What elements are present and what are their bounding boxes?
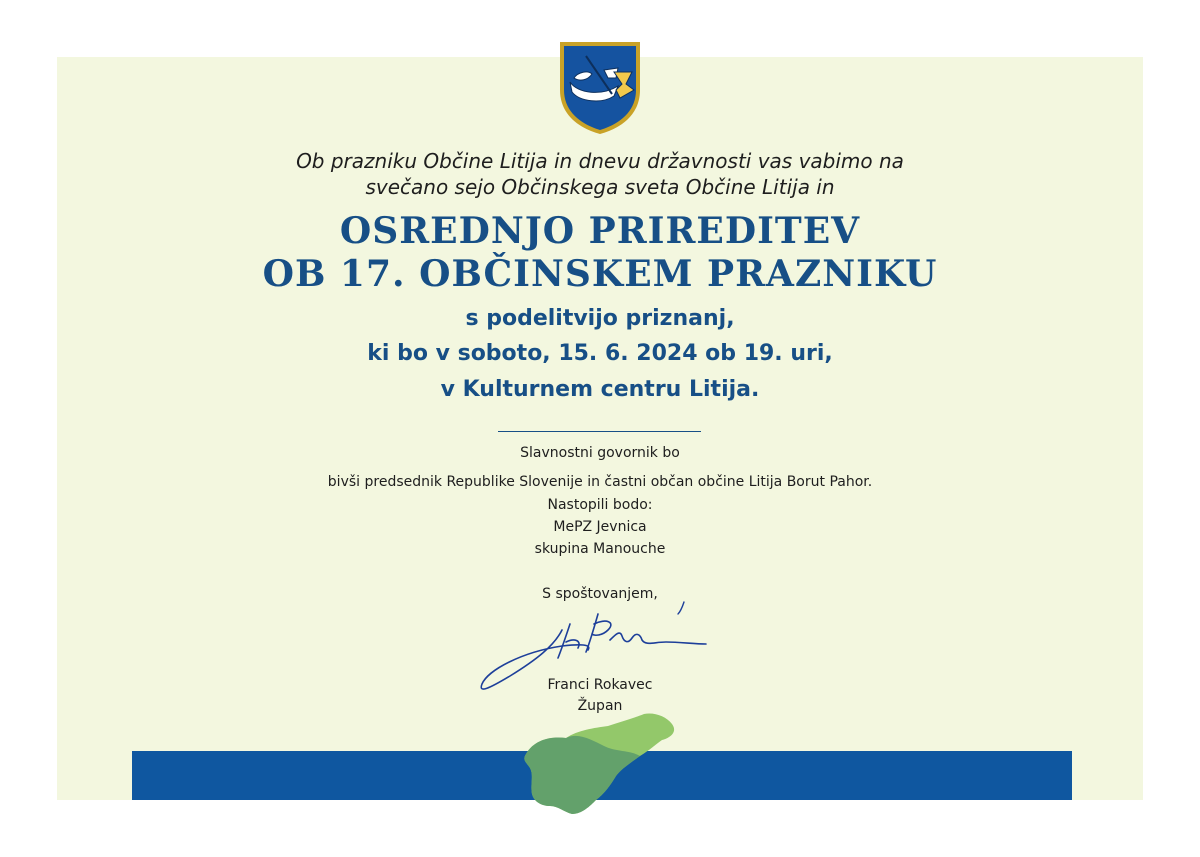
- mayor-title: Župan: [577, 698, 623, 714]
- slovenia-map-icon: [520, 710, 680, 822]
- speaker-text: bivši predsednik Republike Slovenije in častni občan občine Litija Borut Pahor.: [327, 474, 873, 490]
- detail-awards: s podelitvijo priznanj,: [465, 306, 735, 331]
- performer-item: skupina Manouche: [534, 541, 666, 557]
- performers-heading: Nastopili bodo:: [547, 497, 653, 513]
- divider: [498, 431, 701, 432]
- closing-greeting: S spoštovanjem,: [542, 586, 658, 602]
- mayor-name: Franci Rokavec: [547, 677, 653, 693]
- intro-line-1: Ob prazniku Občine Litija in dnevu državnosti vas vabimo na: [296, 149, 904, 173]
- headline-line-2: OB 17. OBČINSKEM PRAZNIKU: [262, 253, 938, 295]
- municipal-coat-of-arms-icon: [556, 38, 644, 136]
- detail-venue: v Kulturnem centru Litija.: [440, 377, 760, 402]
- intro-line-2: svečano sejo Občinskega sveta Občine Litija in: [365, 175, 835, 199]
- speaker-intro: Slavnostni govornik bo: [520, 445, 680, 461]
- performer-item: MePZ Jevnica: [553, 519, 647, 535]
- detail-date-time: ki bo v soboto, 15. 6. 2024 ob 19. uri,: [367, 341, 833, 366]
- headline-line-1: OSREDNJO PRIREDITEV: [339, 210, 861, 252]
